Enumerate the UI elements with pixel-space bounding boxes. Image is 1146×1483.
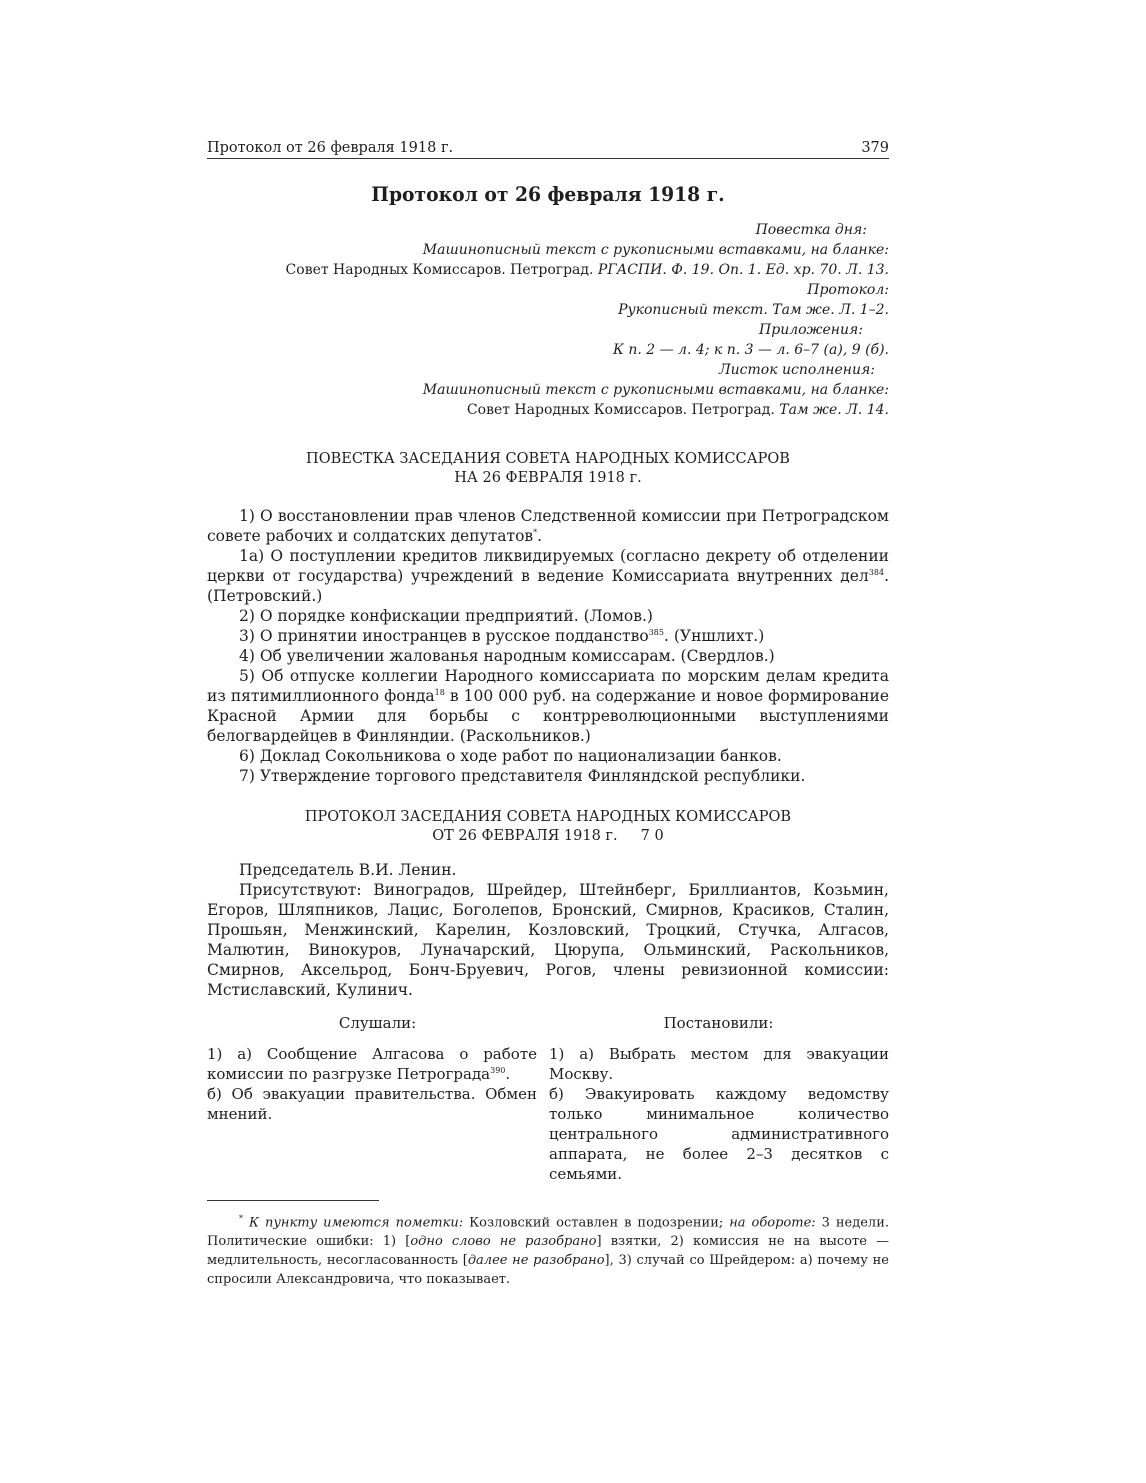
agenda-list [207, 506, 889, 786]
document-title: Протокол от 26 февраля 1918 г. [371, 183, 725, 206]
agenda-item: 4) Об увеличении жалованья народным комиссарам. (Свердлов.) [239, 647, 775, 665]
footnote-mark: * [239, 1214, 243, 1223]
source-protocol-type: Рукописный текст. Там же. Л. 1–2. [618, 302, 889, 318]
heard-item: 1) а) Сообщение Алгасова о работе комиссии по разгрузке Петрограда$^{390}$. [207, 1045, 537, 1083]
protocol-attendance [207, 860, 889, 1000]
present-list: Присутствуют: Виноградов, Шрейдер, Штейнберг, Бриллиантов, Козьмин, Егоров, Шляпников, Лацис, Боголепов, Бронский, Смирнов, Красиков, Сталин, Прошьян, Менжинский, Карелин, Козловский, Троцкий, Стучка, Алгасов, Малютин, Винокуров, Луначарский, Цюрупа, Ольминский, Раскольников, Смирнов, Аксельрод, Бонч-Бруевич, Рогов, члены ревизионной комиссии: Мстиславский, Кулинич. [207, 881, 889, 999]
agenda-item: 6) Доклад Сокольникова о ходе работ по национализации банков. [239, 747, 782, 765]
source-execution-archive: Совет Народных Комиссаров. Петроград. Там же. Л. 14. [466, 402, 889, 418]
heard-column-heading: Слушали: [338, 1014, 417, 1032]
running-head-title: Протокол от 26 февраля 1918 г. [207, 140, 454, 156]
source-agenda-label: Повестка дня: [755, 222, 867, 238]
chairman-line: Председатель В.И. Ленин. [239, 861, 457, 879]
running-head [207, 140, 889, 159]
agenda-item: 5) Об отпуске коллегии Народного комиссариата по морским делам кредита из пятимиллионного фонда$^{18}$ в 100 000 руб. на содержание и новое формирование Красной Армии для борьбы с контрреволюционными выступлениями белогвардейцев в Финляндии. (Раскольников.) [207, 667, 890, 745]
resolved-column [549, 1044, 889, 1184]
resolution-columns [207, 1044, 889, 1184]
source-protocol-label: Протокол: [807, 282, 889, 298]
protocol-heading: ПРОТОКОЛ ЗАСЕДАНИЯ СОВЕТА НАРОДНЫХ КОМИССАРОВ ОТ 26 ФЕВРАЛЯ 1918 г. 7 0 [304, 809, 792, 844]
source-references [207, 220, 889, 420]
agenda-item: 1) О восстановлении прав членов Следственной комиссии при Петроградском совете рабочих и солдатских депутатов*. [207, 507, 889, 545]
columns-header [207, 1014, 889, 1032]
source-agenda-type: Машинописный текст с рукописными вставками, на бланке: [422, 242, 889, 258]
resolved-item: б) Эвакуировать каждому ведомству только минимальное количество центрального административного аппарата, не более 2–3 десятков с семьями. [549, 1085, 889, 1183]
heard-column [207, 1044, 537, 1184]
agenda-item: 3) О принятии иностранцев в русское подданство$^{385}$. (Уншлихт.) [239, 627, 765, 645]
resolved-column-heading: Постановили: [663, 1014, 774, 1032]
agenda-item: 2) О порядке конфискации предприятий. (Ломов.) [239, 607, 653, 625]
agenda-item: 1а) О поступлении кредитов ликвидируемых (согласно декрету об отделении церкви от государства) учреждений в ведение Комиссариата внутренних дел$^{384}$. (Петровский.) [207, 547, 889, 605]
footnote-divider [207, 1200, 379, 1201]
page-number: 379 [861, 140, 889, 156]
source-agenda-archive: Совет Народных Комиссаров. Петроград. РГАСПИ. Ф. 19. Оп. 1. Ед. хр. 70. Л. 13. [285, 262, 889, 278]
source-appendix-refs: К п. 2 — л. 4; к п. 3 — л. 6–7 (а), 9 (б). [613, 342, 889, 358]
source-execution-label: Листок исполнения: [718, 362, 875, 378]
resolved-item: 1) а) Выбрать местом для эвакуации Москву. [549, 1045, 889, 1083]
source-appendix-label: Приложения: [759, 322, 863, 338]
source-execution-type: Машинописный текст с рукописными вставками, на бланке: [422, 382, 889, 398]
document-page [207, 140, 889, 1289]
agenda-item: 7) Утверждение торгового представителя Финляндской республики. [239, 767, 806, 785]
heard-item: б) Об эвакуации правительства. Обмен мнений. [207, 1085, 537, 1123]
footnote: * К пункту имеются пометки: Козловский оставлен в подозрении; на обороте: 3 недели. Политические ошибки: 1) [одно слово не разобрано] взятки, 2) комиссия не на высоте — медлительность, несогласованность [далее не разобрано], 3) случай со Шрейдером: а) почему не спросили Александровича, что показывает. [207, 1214, 889, 1288]
agenda-heading: ПОВЕСТКА ЗАСЕДАНИЯ СОВЕТА НАРОДНЫХ КОМИССАРОВ НА 26 ФЕВРАЛЯ 1918 г. [306, 451, 790, 486]
